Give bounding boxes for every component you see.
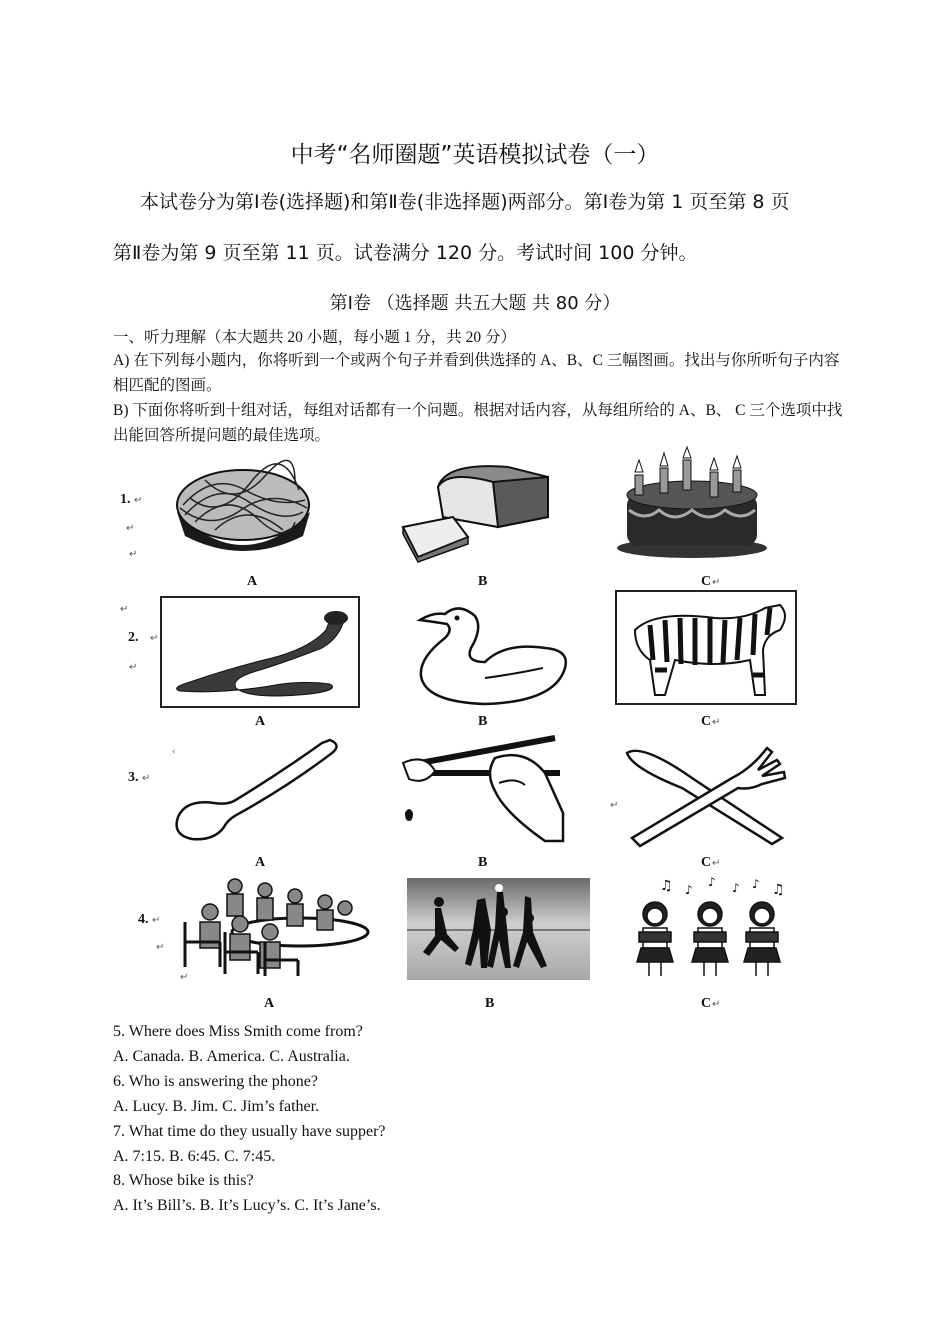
question-number: 2. xyxy=(128,630,139,645)
option-label: C xyxy=(701,996,712,1011)
option-label: B xyxy=(478,714,488,729)
option-label: A xyxy=(247,574,258,589)
svg-text:♪: ♪ xyxy=(685,883,693,897)
return-mark: ↵ xyxy=(129,549,138,560)
option-label: C xyxy=(701,574,712,589)
svg-text:♫: ♫ xyxy=(660,878,673,894)
option-label: C xyxy=(701,714,712,729)
question-options: A. 7:15. B. 6:45. C. 7:45. xyxy=(113,1148,276,1165)
return-mark: ↵ xyxy=(610,800,619,811)
option-label: B xyxy=(478,855,488,870)
instruction-b: B) 下面你将听到十组对话，每组对话都有一个问题。根据对话内容，从每组所给的 A、B、 C 三个选项中找出能回答所提问题的最佳选项。 xyxy=(113,402,843,444)
question-number: 1. xyxy=(120,492,131,507)
question-text: 7. What time do they usually have supper? xyxy=(113,1123,386,1140)
instruction-a: A) 在下列每小题内，你将听到一个或两个句子并看到供选择的 A、B、C 三幅图画。找出与你所听句子内容相匹配的图画。 xyxy=(113,352,840,394)
return-mark: ↵ xyxy=(126,523,135,534)
option-label: C xyxy=(701,855,712,870)
svg-text:♫: ♫ xyxy=(772,882,785,898)
knife-fork-image xyxy=(622,738,797,848)
return-mark: ↵ xyxy=(712,717,721,728)
return-mark: ↵ xyxy=(152,915,161,926)
return-mark: ↵ xyxy=(712,577,721,588)
option-label: B xyxy=(478,574,488,589)
intro-line-1: 本试卷分为第Ⅰ卷(选择题)和第Ⅱ卷(非选择题)两部分。第Ⅰ卷为第 1 页至第 8 页 xyxy=(140,191,790,213)
volleyball-image xyxy=(407,878,590,980)
question-number: 3. xyxy=(128,770,139,785)
zebra-image xyxy=(615,590,797,705)
birthday-cake-image xyxy=(615,450,770,560)
singing-image xyxy=(630,876,792,978)
return-mark: ↵ xyxy=(134,495,143,506)
spoon-image xyxy=(170,735,345,843)
duck-image xyxy=(415,598,575,710)
return-mark: ↵ xyxy=(712,858,721,869)
section-heading: 一、听力理解（本大题共 20 小题，每小题 1 分，共 20 分） xyxy=(113,329,517,346)
option-label: B xyxy=(485,996,495,1011)
question-options: A. Canada. B. America. C. Australia. xyxy=(113,1048,350,1065)
return-mark: ↵ xyxy=(712,999,721,1010)
question-text: 6. Who is answering the phone? xyxy=(113,1073,318,1090)
return-mark: ↵ xyxy=(150,633,159,644)
question-number: 4. xyxy=(138,912,149,927)
snake-image xyxy=(160,596,360,708)
return-mark: ↵ xyxy=(180,972,189,983)
return-mark: ↵ xyxy=(142,773,151,784)
return-mark: ↵ xyxy=(120,604,129,615)
intro-line-2: 第Ⅱ卷为第 9 页至第 11 页。试卷满分 120 分。考试时间 100 分钟。 xyxy=(113,242,698,264)
question-text: 5. Where does Miss Smith come from? xyxy=(113,1023,363,1040)
question-text: 8. Whose bike is this? xyxy=(113,1172,254,1189)
option-label: A xyxy=(264,996,275,1011)
option-label: A xyxy=(255,714,266,729)
question-options: A. Lucy. B. Jim. C. Jim’s father. xyxy=(113,1098,320,1115)
noodles-image xyxy=(165,460,320,560)
return-mark: ↵ xyxy=(129,662,138,673)
bread-image xyxy=(398,462,558,562)
svg-text:♪: ♪ xyxy=(732,881,740,895)
small-mark: ‹ xyxy=(172,746,176,757)
question-options: A. It’s Bill’s. B. It’s Lucy’s. C. It’s Jane’s. xyxy=(113,1197,381,1214)
svg-text:♪: ♪ xyxy=(708,875,716,889)
part-heading: 第Ⅰ卷 （选择题 共五大题 共 80 分） xyxy=(329,293,621,314)
meeting-image xyxy=(180,872,370,977)
svg-text:♪: ♪ xyxy=(752,877,760,891)
page-title: 中考“名师圈题”英语模拟试卷（一） xyxy=(290,142,660,168)
option-label: A xyxy=(255,855,266,870)
chopsticks-image xyxy=(395,733,565,843)
return-mark: ↵ xyxy=(156,942,165,953)
